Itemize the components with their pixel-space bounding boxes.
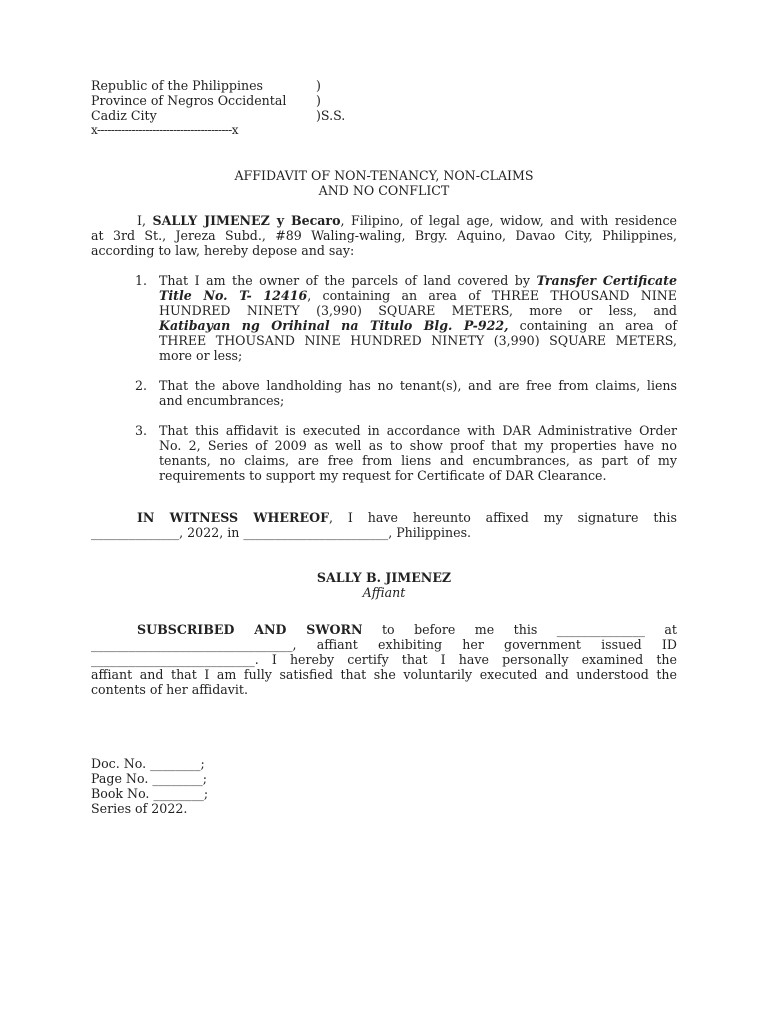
venue-province: Province of Negros Occidental bbox=[91, 93, 287, 108]
jurat-line-2: ________________________________, affiant exhibiting her government issued ID bbox=[91, 637, 677, 652]
item-line: and encumbrances; bbox=[159, 393, 285, 408]
item-number: 2. bbox=[135, 378, 148, 393]
page-number: Page No. ________; bbox=[91, 771, 207, 786]
intro-line-1: I, SALLY JIMENEZ y Becaro, Filipino, of legal age, widow, and with residence bbox=[137, 213, 677, 228]
jurat-line-3: __________________________. I hereby certify that I have personally examined the bbox=[91, 652, 677, 667]
item-number: 3. bbox=[135, 423, 148, 438]
item-line: No. 2, Series of 2009 as well as to show proof that my properties have no bbox=[159, 438, 677, 453]
item-line: That the above landholding has no tenant(s), and are free from claims, liens bbox=[159, 378, 677, 393]
item-line: Katibayan ng Orihinal na Titulo Blg. P-922, containing an area of bbox=[159, 318, 677, 333]
witness-line-2: ______________, 2022, in _______________________, Philippines. bbox=[91, 525, 472, 540]
venue-country: Republic of the Philippines bbox=[91, 78, 264, 93]
doc-number: Doc. No. ________; bbox=[91, 756, 205, 771]
intro-line-3: according to law, hereby depose and say: bbox=[91, 243, 355, 258]
item-line: tenants, no claims, are free from liens and encumbrances, as part of my bbox=[159, 453, 677, 468]
signatory-name: SALLY B. JIMENEZ bbox=[316, 570, 452, 585]
title-line-2: AND NO CONFLICT bbox=[318, 183, 450, 199]
item-line: HUNDRED NINETY (3,990) SQUARE METERS, more or less, and bbox=[159, 303, 677, 318]
venue-city: Cadiz City bbox=[91, 108, 157, 123]
venue-paren-2: ) bbox=[316, 93, 321, 108]
item-number: 1. bbox=[135, 273, 148, 288]
intro-line-2: at 3rd St., Jereza Subd., #89 Waling-waling, Brgy. Aquino, Davao City, Philippines, bbox=[91, 228, 677, 243]
jurat-line-5: contents of her affidavit. bbox=[91, 682, 248, 697]
jurat-line-1: SUBSCRIBED AND SWORN to before me this ______________ at bbox=[137, 622, 677, 637]
affiant-name: SALLY JIMENEZ y Becaro bbox=[152, 213, 341, 228]
item-line: That I am the owner of the parcels of land covered by Transfer Certificate bbox=[159, 273, 677, 288]
witness-line-1: IN WITNESS WHEREOF, I have hereunto affixed my signature this bbox=[137, 510, 677, 525]
signatory-role: Affiant bbox=[362, 585, 406, 601]
venue-ss: )S.S. bbox=[316, 108, 346, 123]
series-year: Series of 2022. bbox=[91, 801, 188, 816]
item-line: That this affidavit is executed in accordance with DAR Administrative Order bbox=[159, 423, 677, 438]
item-line: more or less; bbox=[159, 348, 243, 363]
document-title bbox=[91, 168, 677, 198]
item-line: THREE THOUSAND NINE HUNDRED NINETY (3,990) SQUARE METERS, bbox=[159, 333, 677, 348]
signature-block bbox=[91, 570, 677, 600]
jurat-line-4: affiant and that I am fully satisfied that she voluntarily executed and understood the bbox=[91, 667, 677, 682]
book-number: Book No. ________; bbox=[91, 786, 209, 801]
venue-divider: x---------------------------------------x bbox=[91, 123, 238, 137]
title-line-1: AFFIDAVIT OF NON-TENANCY, NON-CLAIMS bbox=[234, 168, 534, 183]
item-line: Title No. T- 12416, containing an area of THREE THOUSAND NINE bbox=[159, 288, 677, 303]
venue-paren-1: ) bbox=[316, 78, 321, 93]
item-line: requirements to support my request for Certificate of DAR Clearance. bbox=[159, 468, 607, 483]
